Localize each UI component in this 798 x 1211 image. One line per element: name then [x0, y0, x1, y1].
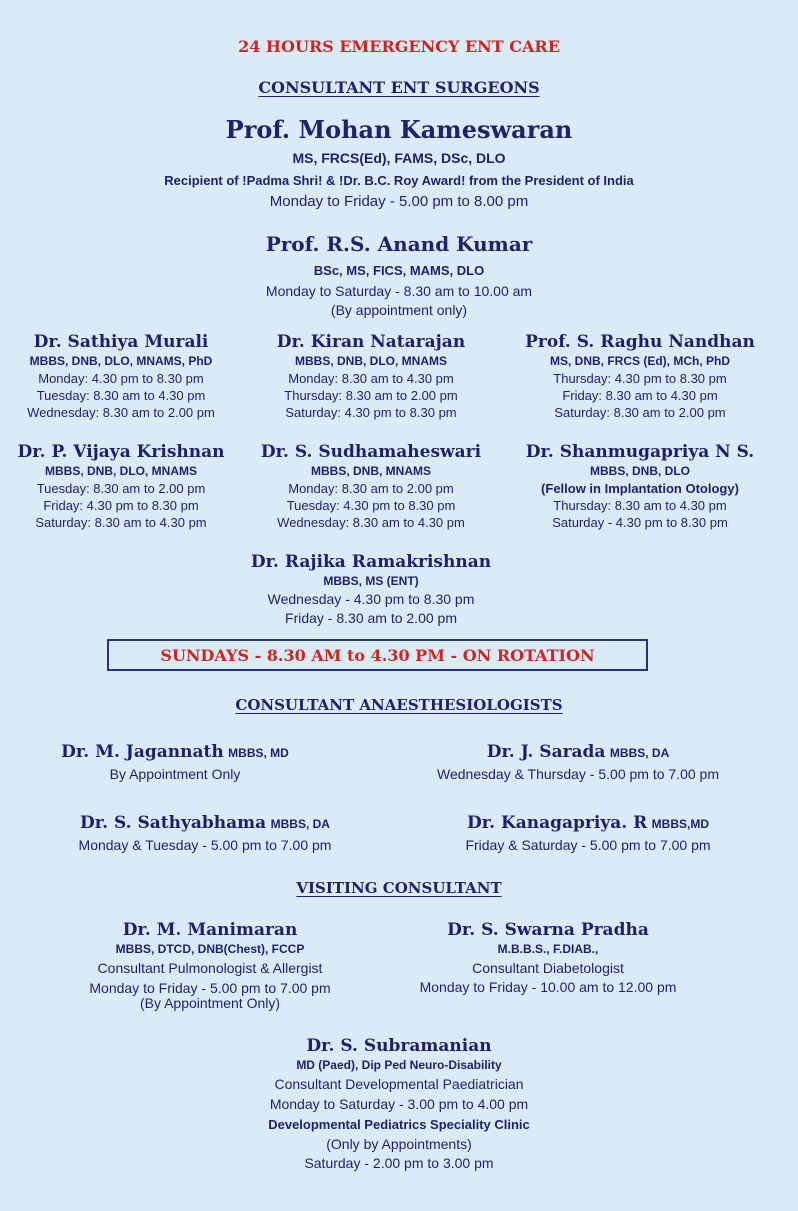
doctor-timing: Monday to Friday - 10.00 am to 12.00 pm — [419, 979, 677, 995]
doctor-name-anand-kumar: Prof. R.S. Anand Kumar — [265, 232, 533, 256]
doctor-name: Dr. Kanagapriya. R — [467, 813, 648, 833]
doctor-timing: Saturday: 4.30 pm to 8.30 pm — [285, 405, 457, 420]
doctor-name: Dr. S. Sudhamaheswari — [260, 442, 482, 462]
doctor-role: Consultant Diabetologist — [472, 960, 624, 976]
doctor-timing: Tuesday: 4.30 pm to 8.30 pm — [286, 498, 456, 513]
doctor-qualification: MS, DNB, FRCS (Ed), MCh, PhD — [550, 354, 730, 368]
doctor-qualification: MBBS, DTCD, DNB(Chest), FCCP — [115, 942, 305, 956]
doctor-card — [418, 812, 758, 855]
appointment-note: (By appointment only) — [330, 302, 468, 318]
doctor-qualification: MBBS, DNB, DLO, MNAMS — [45, 464, 197, 478]
doctor-name: Dr. M. Manimaran — [122, 920, 298, 940]
doctor-timing: Friday: 8.30 am to 4.30 pm — [562, 388, 718, 403]
doctor-timing: Monday: 4.30 pm to 8.30 pm — [38, 371, 204, 386]
doctor-timing: Wednesday & Thursday - 5.00 pm to 7.00 pm — [437, 766, 719, 782]
doctor-role: Consultant Developmental Paediatrician — [274, 1076, 524, 1092]
award-text: Recipient of !Padma Shri! & !Dr. B.C. Roy Award! from the President of India — [164, 173, 634, 188]
doctor-name: Dr. S. Subramanian — [306, 1036, 492, 1056]
doctor-qualification: MBBS,MD — [651, 817, 709, 831]
doctor-fellowship: (Fellow in Implantation Otology) — [541, 481, 739, 496]
doctor-card — [408, 741, 748, 784]
doctor-timing: Monday to Saturday - 8.30 am to 10.00 am — [265, 283, 533, 299]
doctor-timing: By Appointment Only — [109, 766, 241, 782]
appointment-note: (Only by Appointments) — [326, 1136, 472, 1152]
sunday-banner: SUNDAYS - 8.30 AM to 4.30 PM - ON ROTATION — [107, 639, 648, 671]
clinic-name: Developmental Pediatrics Speciality Clinic — [268, 1117, 530, 1132]
doctor-name: Dr. P. Vijaya Krishnan — [17, 442, 225, 462]
doctor-timing: Saturday: 8.30 am to 2.00 pm — [554, 405, 726, 420]
doctor-timing: Thursday: 4.30 pm to 8.30 pm — [553, 371, 727, 386]
doctor-timing: Friday - 8.30 am to 2.00 pm — [285, 610, 457, 626]
doctor-name: Dr. S. Sathyabhama — [80, 813, 267, 833]
doctor-timing: Wednesday: 8.30 am to 2.00 pm — [27, 405, 215, 420]
doctor-card — [516, 441, 764, 531]
doctor-timing: Wednesday - 4.30 pm to 8.30 pm — [267, 591, 475, 607]
doctor-qualification: MBBS, MS (ENT) — [323, 574, 419, 588]
doctor-qualification: MBBS, DA — [609, 746, 670, 760]
doctor-qualification: MBBS, MD — [228, 746, 289, 760]
doctor-card — [250, 441, 492, 531]
section-title-ent: CONSULTANT ENT SURGEONS — [258, 78, 540, 97]
doctor-timing: Saturday: 8.30 am to 4.30 pm — [35, 515, 207, 530]
doctor-qualification: MBBS, DNB, MNAMS — [311, 464, 431, 478]
doctor-qualification: BSc, MS, FICS, MAMS, DLO — [313, 263, 485, 278]
doctor-timing: Monday to Friday - 5.00 pm to 8.00 pm — [269, 193, 529, 210]
doctor-card — [0, 331, 242, 421]
doctor-name: Dr. Shanmugapriya N S. — [525, 442, 755, 462]
doctor-name: Dr. S. Swarna Pradha — [447, 920, 649, 940]
doctor-timing: Thursday: 8.30 am to 2.00 pm — [284, 388, 458, 403]
doctor-name: Prof. S. Raghu Nandhan — [525, 332, 755, 352]
doctor-qualification: M.B.B.S., F.DIAB., — [497, 942, 599, 956]
doctor-timing: Monday to Friday - 5.00 pm to 7.00 pm — [89, 980, 331, 996]
doctor-card — [250, 551, 492, 628]
doctor-qualification: MD (Paed), Dip Ped Neuro-Disability — [296, 1058, 502, 1072]
doctor-name: Dr. J. Sarada — [486, 742, 606, 762]
emergency-banner: 24 HOURS EMERGENCY ENT CARE — [238, 37, 560, 56]
doctor-timing: Tuesday: 8.30 am to 2.00 pm — [36, 481, 206, 496]
doctor-card — [30, 741, 320, 784]
doctor-qualification: MBBS, DNB, DLO — [590, 464, 690, 478]
doctor-card — [398, 919, 698, 996]
doctor-qualification: MBBS, DNB, DLO, MNAMS, PhD — [29, 354, 213, 368]
doctor-card — [40, 812, 370, 855]
doctor-timing: Monday to Saturday - 3.00 pm to 4.00 pm — [269, 1096, 529, 1112]
doctor-card — [0, 441, 242, 531]
doctor-timing: Monday: 8.30 am to 2.00 pm — [288, 481, 454, 496]
clinic-timing: Saturday - 2.00 pm to 3.00 pm — [304, 1155, 494, 1171]
doctor-name: Dr. Rajika Ramakrishnan — [250, 552, 492, 572]
doctor-name: Dr. Sathiya Murali — [33, 332, 209, 352]
doctor-name: Dr. Kiran Natarajan — [276, 332, 466, 352]
doctor-timing: Friday & Saturday - 5.00 pm to 7.00 pm — [465, 837, 711, 853]
doctor-role: Consultant Pulmonologist & Allergist — [97, 960, 323, 976]
doctor-card — [60, 919, 360, 1012]
doctor-name: Dr. M. Jagannath — [61, 742, 224, 762]
doctor-timing: Monday: 8.30 am to 4.30 pm — [288, 371, 454, 386]
doctor-qualification: MS, FRCS(Ed), FAMS, DSc, DLO — [292, 150, 506, 166]
doctor-qualification: MBBS, DNB, DLO, MNAMS — [295, 354, 447, 368]
doctor-timing: Friday: 4.30 pm to 8.30 pm — [43, 498, 199, 513]
doctor-timing: Monday & Tuesday - 5.00 pm to 7.00 pm — [78, 837, 332, 853]
doctor-name-kameswaran: Prof. Mohan Kameswaran — [225, 115, 573, 144]
doctor-timing: Saturday - 4.30 pm to 8.30 pm — [552, 515, 728, 530]
doctor-card — [199, 1035, 599, 1173]
doctor-timing: Tuesday: 8.30 am to 4.30 pm — [36, 388, 206, 403]
section-title-anaesthesiologists: CONSULTANT ANAESTHESIOLOGISTS — [235, 696, 563, 714]
doctor-qualification: MBBS, DA — [270, 817, 330, 831]
doctor-card — [250, 331, 492, 421]
section-title-visiting: VISITING CONSULTANT — [296, 879, 502, 897]
doctor-timing: Thursday: 8.30 am to 4.30 pm — [553, 498, 727, 513]
doctor-timing: Wednesday: 8.30 am to 4.30 pm — [277, 515, 465, 530]
appointment-note: (By Appointment Only) — [139, 995, 281, 1011]
doctor-card — [516, 331, 764, 421]
